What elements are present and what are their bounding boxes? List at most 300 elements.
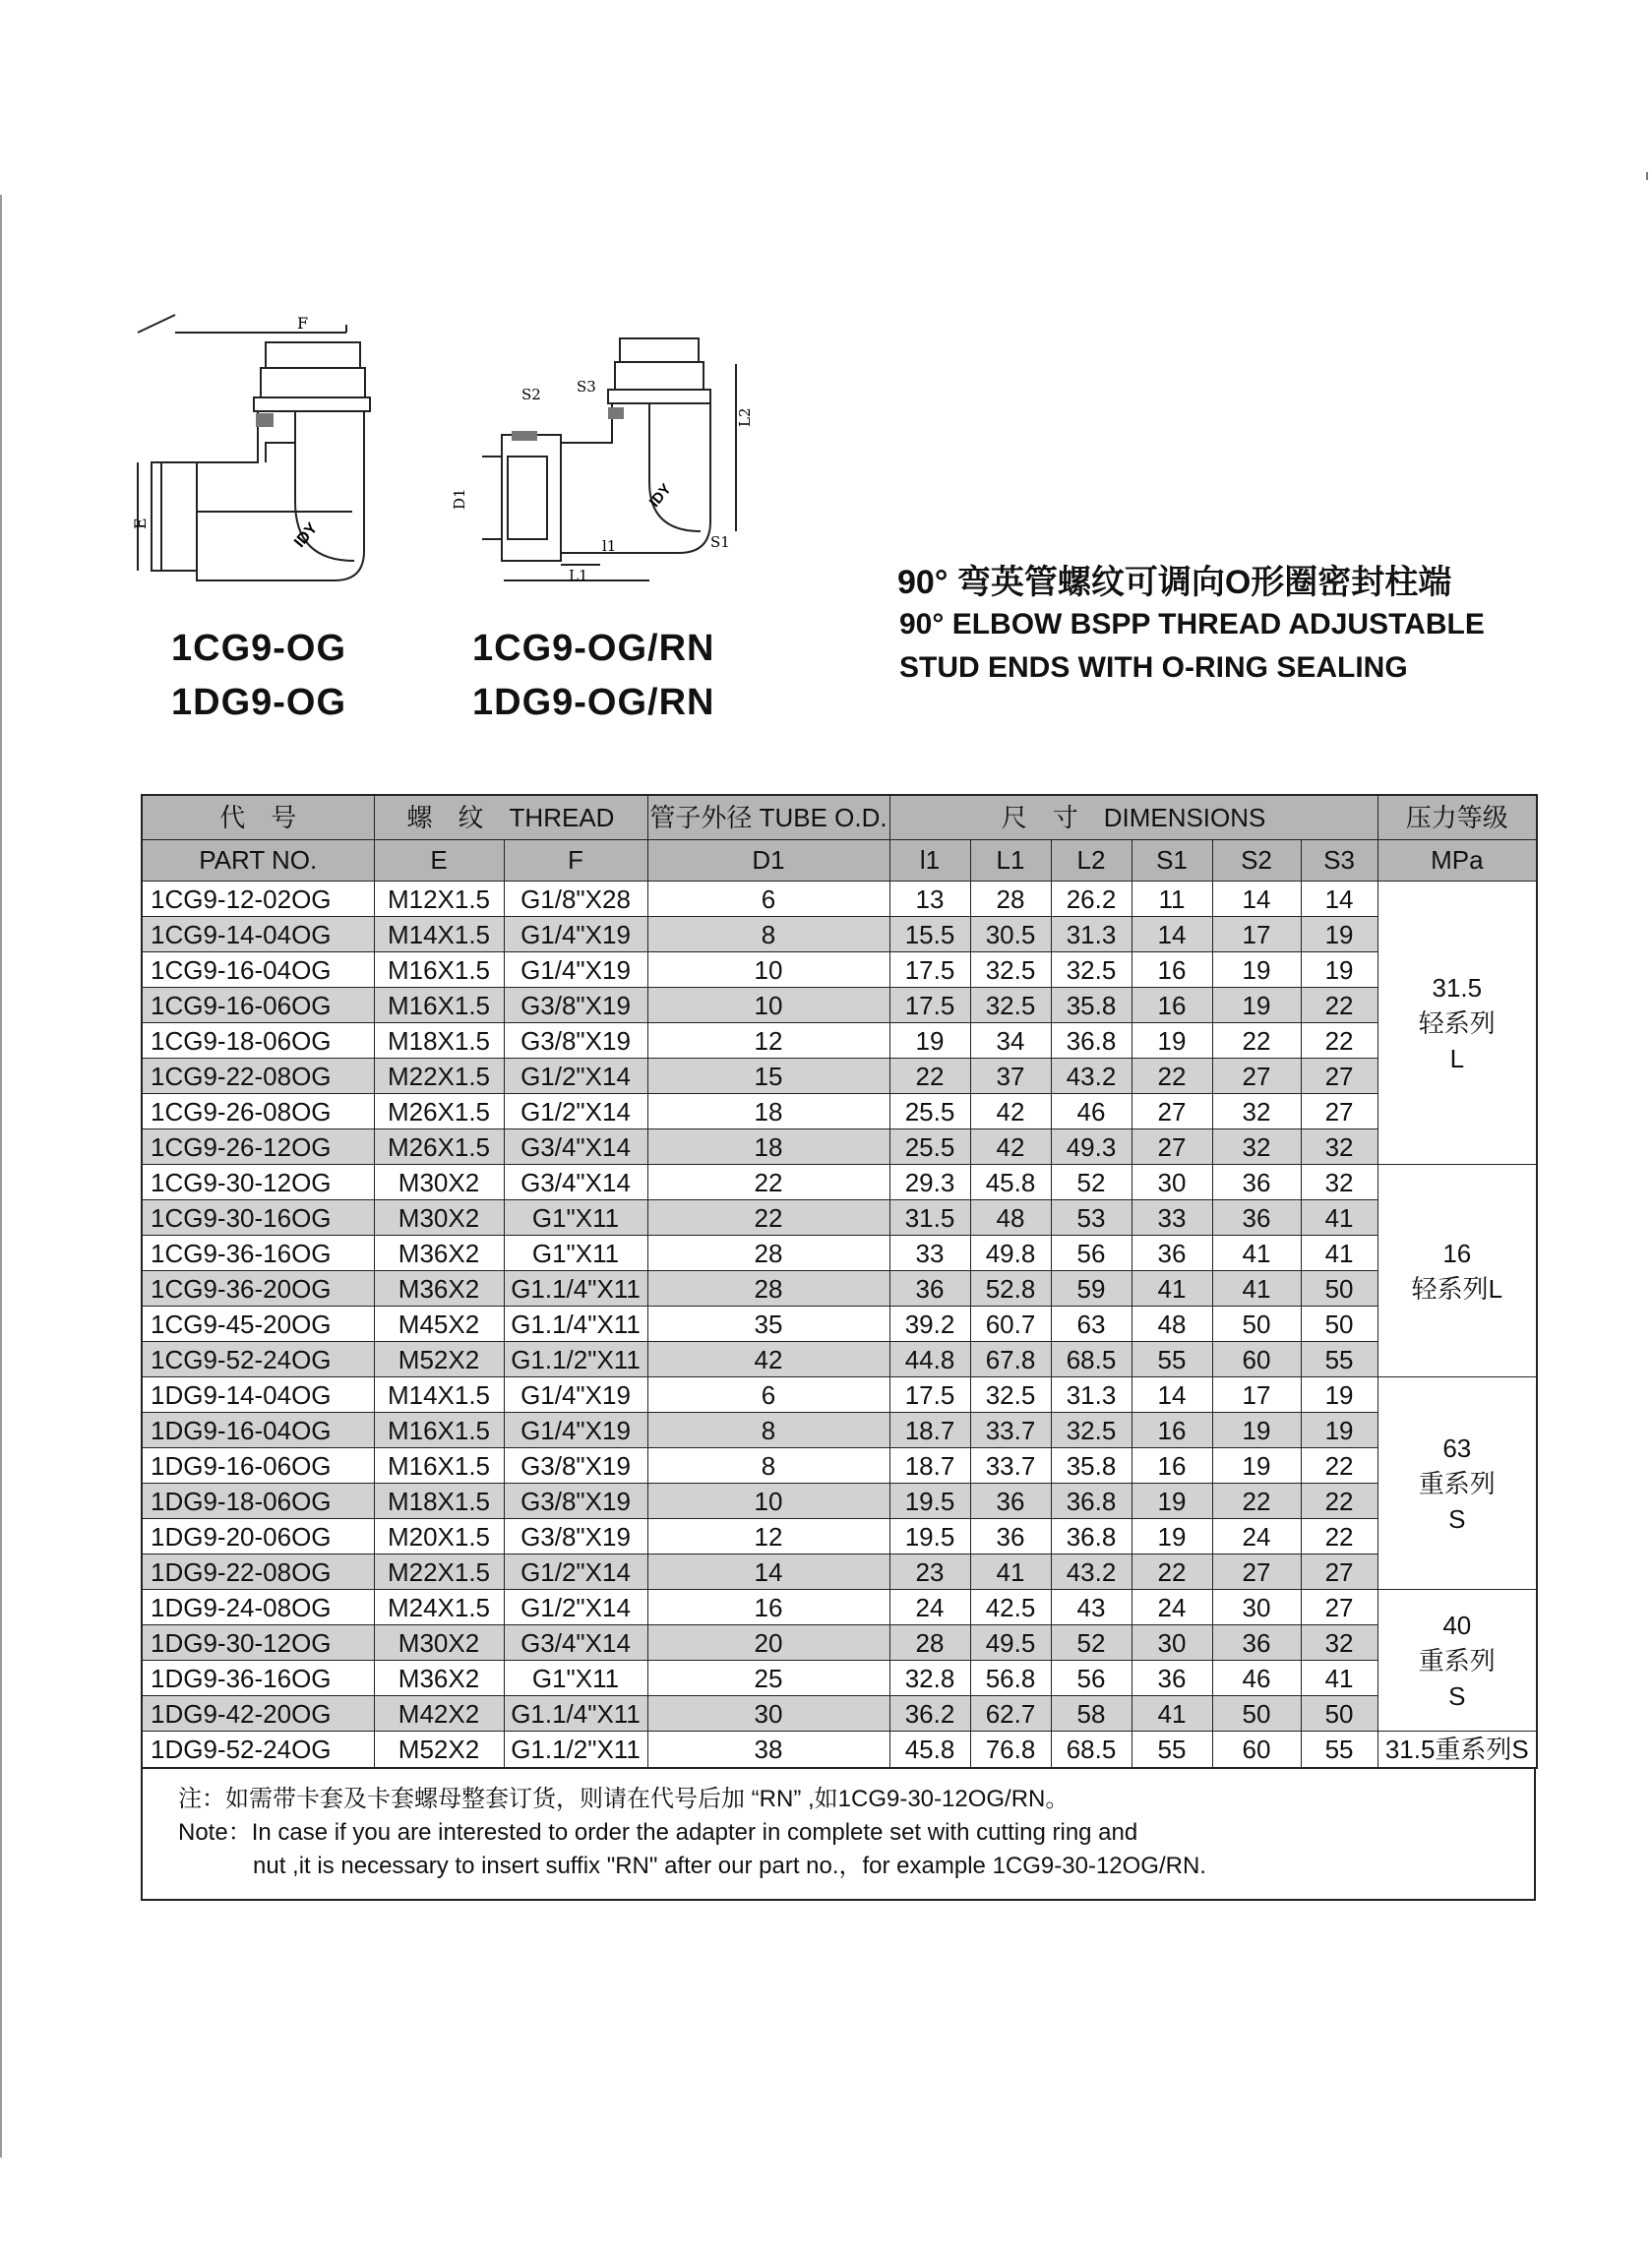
table-cell: 33.7 (970, 1413, 1051, 1448)
table-row (142, 1342, 1537, 1377)
table-row (142, 1625, 1537, 1661)
table-cell: 41 (1212, 1236, 1301, 1271)
table-cell: 11 (1132, 882, 1212, 917)
pressure-class-cell (1377, 882, 1537, 1165)
table-cell: 50 (1301, 1696, 1377, 1732)
table-cell: 14 (1301, 882, 1377, 917)
table-cell: M26X1.5 (374, 1129, 504, 1165)
brand-mark: IDY (291, 519, 322, 551)
table-cell: 43.2 (1051, 1554, 1132, 1590)
table-cell: 1DG9-16-06OG (142, 1448, 374, 1484)
table-cell: M16X1.5 (374, 952, 504, 988)
table-cell: M16X1.5 (374, 1413, 504, 1448)
table-row (142, 1484, 1537, 1519)
table-cell: 1DG9-16-04OG (142, 1413, 374, 1448)
pressure-class-cell (1377, 1165, 1537, 1377)
table-cell: 36 (1212, 1165, 1301, 1200)
table-row (142, 1554, 1537, 1590)
table-cell: M22X1.5 (374, 1059, 504, 1094)
table-cell: M30X2 (374, 1200, 504, 1236)
table-cell: 22 (1132, 1554, 1212, 1590)
table-cell: 34 (970, 1023, 1051, 1059)
table-cell: 36.8 (1051, 1023, 1132, 1059)
table-cell: G1.1/4"X11 (504, 1307, 647, 1342)
model-code: 1DG9-OG (171, 682, 347, 723)
table-cell: G1.1/4"X11 (504, 1696, 647, 1732)
table-cell: 27 (1212, 1059, 1301, 1094)
table-cell: 67.8 (970, 1342, 1051, 1377)
table-cell: 19 (1132, 1484, 1212, 1519)
pressure-class-line: 31.5 (1432, 972, 1483, 1003)
table-row (142, 1271, 1537, 1307)
table-cell: G1.1/2"X11 (504, 1732, 647, 1769)
table-cell: 76.8 (970, 1732, 1051, 1769)
label-s2: S2 (521, 386, 541, 403)
table-cell: 1CG9-26-12OG (142, 1129, 374, 1165)
table-cell: 1CG9-18-06OG (142, 1023, 374, 1059)
table-cell: 36 (970, 1519, 1051, 1554)
table-cell: 30 (1132, 1625, 1212, 1661)
table-row (142, 882, 1537, 917)
table-cell: 1CG9-16-04OG (142, 952, 374, 988)
table-cell: 30 (647, 1696, 889, 1732)
table-cell: 1CG9-30-16OG (142, 1200, 374, 1236)
table-row (142, 1661, 1537, 1696)
table-cell: G1/4"X19 (504, 1377, 647, 1413)
table-cell: 24 (1212, 1519, 1301, 1554)
table-cell: 50 (1212, 1696, 1301, 1732)
table-cell: 1CG9-36-20OG (142, 1271, 374, 1307)
table-cell: 49.5 (970, 1625, 1051, 1661)
table-cell: 22 (1212, 1484, 1301, 1519)
table-row (142, 1129, 1537, 1165)
table-cell: 1CG9-36-16OG (142, 1236, 374, 1271)
table-cell: G3/8"X19 (504, 1519, 647, 1554)
table-cell: 1DG9-24-08OG (142, 1590, 374, 1625)
table-cell: 32.5 (970, 988, 1051, 1023)
table-cell: M45X2 (374, 1307, 504, 1342)
table-cell: 25.5 (889, 1094, 970, 1129)
table-cell: 1DG9-22-08OG (142, 1554, 374, 1590)
table-cell: 36 (1132, 1661, 1212, 1696)
table-row (142, 1448, 1537, 1484)
model-code: 1DG9-OG/RN (472, 682, 715, 723)
table-cell: 10 (647, 1484, 889, 1519)
table-cell: 1DG9-30-12OG (142, 1625, 374, 1661)
table-cell: 17.5 (889, 1377, 970, 1413)
table-cell: 36.8 (1051, 1519, 1132, 1554)
table-cell: 52 (1051, 1625, 1132, 1661)
page-edge-line (0, 195, 2, 2158)
table-cell: 16 (1132, 952, 1212, 988)
table-cell: 53 (1051, 1200, 1132, 1236)
table-body (142, 882, 1537, 1769)
table-cell: 19 (1301, 917, 1377, 952)
table-cell: 1DG9-52-24OG (142, 1732, 374, 1769)
header-l2: L2 (1051, 840, 1132, 882)
table-cell: M52X2 (374, 1342, 504, 1377)
table-cell: 6 (647, 882, 889, 917)
table-cell: 32.5 (1051, 1413, 1132, 1448)
table-cell: 14 (1132, 1377, 1212, 1413)
pressure-class-line: 轻系列 (1418, 1007, 1496, 1038)
table-cell: 1CG9-45-20OG (142, 1307, 374, 1342)
label-s3: S3 (577, 378, 596, 396)
table-cell: 8 (647, 1448, 889, 1484)
table-cell: 45.8 (889, 1732, 970, 1769)
table-cell: 28 (970, 882, 1051, 917)
table-cell: 60.7 (970, 1307, 1051, 1342)
table-cell: 43.2 (1051, 1059, 1132, 1094)
table-row (142, 1094, 1537, 1129)
table-row (142, 988, 1537, 1023)
table-cell: 56 (1051, 1661, 1132, 1696)
table-cell: 68.5 (1051, 1342, 1132, 1377)
table-cell: G1/2"X14 (504, 1094, 647, 1129)
table-cell: G1/8"X28 (504, 882, 647, 917)
table-cell: 28 (889, 1625, 970, 1661)
title-english-line1: 90° ELBOW BSPP THREAD ADJUSTABLE (899, 608, 1485, 640)
table-cell: 1CG9-30-12OG (142, 1165, 374, 1200)
table-cell: M16X1.5 (374, 988, 504, 1023)
table-cell: 12 (647, 1023, 889, 1059)
table-cell: 41 (1132, 1696, 1212, 1732)
pressure-class-line: L (1449, 1043, 1465, 1073)
note-label: Note： (178, 1819, 252, 1846)
table-cell: 30 (1212, 1590, 1301, 1625)
table-cell: 37 (970, 1059, 1051, 1094)
table-row (142, 1590, 1537, 1625)
table-cell: G1.1/2"X11 (504, 1342, 647, 1377)
table-cell: 22 (1132, 1059, 1212, 1094)
pressure-class-line: S (1448, 1680, 1466, 1711)
table-cell: 60 (1212, 1732, 1301, 1769)
header-mpa: MPa (1377, 840, 1537, 882)
table-cell: 62.7 (970, 1696, 1051, 1732)
table-cell: 52.8 (970, 1271, 1051, 1307)
table-cell: 22 (1301, 1023, 1377, 1059)
table-cell: 50 (1301, 1271, 1377, 1307)
table-cell: 36 (1212, 1200, 1301, 1236)
table-cell: M18X1.5 (374, 1484, 504, 1519)
table-row (142, 1377, 1537, 1413)
table-cell: 20 (647, 1625, 889, 1661)
table-row (142, 1307, 1537, 1342)
table-cell: 41 (1301, 1200, 1377, 1236)
pressure-class-cell (1377, 1590, 1537, 1732)
table-cell: 27 (1132, 1094, 1212, 1129)
table-cell: 19.5 (889, 1519, 970, 1554)
table-cell: G1"X11 (504, 1200, 647, 1236)
table-cell: 35.8 (1051, 988, 1132, 1023)
table-cell: 42.5 (970, 1590, 1051, 1625)
table-cell: 55 (1301, 1342, 1377, 1377)
header-pressure: 压力等级 (1377, 795, 1537, 840)
table-cell: M52X2 (374, 1732, 504, 1769)
table-cell: 6 (647, 1377, 889, 1413)
table-cell: G1/4"X19 (504, 917, 647, 952)
note-english-line1: In case if you are interested to order the adapter in complete set with cutting ring and (251, 1819, 1138, 1846)
table-cell: 30 (1132, 1165, 1212, 1200)
table-cell: 55 (1132, 1732, 1212, 1769)
label-d1: D1 (451, 488, 468, 510)
table-cell: 24 (1132, 1590, 1212, 1625)
table-cell: G3/8"X19 (504, 1023, 647, 1059)
table-cell: 44.8 (889, 1342, 970, 1377)
table-row (142, 1236, 1537, 1271)
table-cell: 27 (1212, 1554, 1301, 1590)
table-cell: 35.8 (1051, 1448, 1132, 1484)
table-cell: 56 (1051, 1236, 1132, 1271)
table-cell: 45.8 (970, 1165, 1051, 1200)
table-cell: M16X1.5 (374, 1448, 504, 1484)
table-cell: 19 (889, 1023, 970, 1059)
table-cell: 33 (889, 1236, 970, 1271)
table-cell: G3/4"X14 (504, 1625, 647, 1661)
pressure-class-line: 31.5重系列S (1384, 1735, 1529, 1764)
table-cell: 60 (1212, 1342, 1301, 1377)
table-cell: 26.2 (1051, 882, 1132, 917)
table-cell: 19 (1132, 1023, 1212, 1059)
table-cell: 17 (1212, 917, 1301, 952)
table-cell: 27 (1301, 1059, 1377, 1094)
table-cell: 15.5 (889, 917, 970, 952)
table-cell: G1/4"X19 (504, 952, 647, 988)
table-cell: 19 (1212, 952, 1301, 988)
table-cell: M20X1.5 (374, 1519, 504, 1554)
table-cell: 13 (889, 882, 970, 917)
label-l2: L2 (736, 407, 754, 427)
table-cell: G1"X11 (504, 1661, 647, 1696)
label-e: E (131, 518, 150, 529)
title-chinese: 90° 弯英管螺纹可调向O形圈密封柱端 (897, 564, 1452, 601)
table-cell: 33.7 (970, 1448, 1051, 1484)
pressure-class-line: 重系列 (1418, 1645, 1496, 1676)
table-cell: 49.8 (970, 1236, 1051, 1271)
table-cell: M12X1.5 (374, 882, 504, 917)
table-cell: 52 (1051, 1165, 1132, 1200)
table-cell: 31.5 (889, 1200, 970, 1236)
label-f: F (297, 314, 309, 333)
table-cell: 38 (647, 1732, 889, 1769)
table-cell: 1DG9-36-16OG (142, 1661, 374, 1696)
table-cell: 30.5 (970, 917, 1051, 952)
table-cell: G1/2"X14 (504, 1059, 647, 1094)
table-cell: 55 (1132, 1342, 1212, 1377)
table-row (142, 1023, 1537, 1059)
note-english-line2: nut ,it is necessary to insert suffix "RN" after our part no.，for example 1CG9-30-12OG/RN. (253, 1853, 1206, 1879)
table-cell: 24 (889, 1590, 970, 1625)
table-cell: 48 (970, 1200, 1051, 1236)
pressure-class-cell (1377, 1732, 1537, 1769)
table-cell: 19 (1301, 1377, 1377, 1413)
pressure-class-line: 16 (1442, 1238, 1472, 1268)
table-cell: G1"X11 (504, 1236, 647, 1271)
table-cell: M24X1.5 (374, 1590, 504, 1625)
table-row (142, 917, 1537, 952)
table-cell: 1CG9-12-02OG (142, 882, 374, 917)
table-cell: 19 (1212, 988, 1301, 1023)
table-cell: 1DG9-42-20OG (142, 1696, 374, 1732)
table-row (142, 1165, 1537, 1200)
table-cell: 19 (1301, 952, 1377, 988)
fitting-drawing-og-rn (443, 325, 758, 600)
table-cell: 41 (1212, 1271, 1301, 1307)
header-dimensions: 尺 寸 DIMENSIONS (889, 795, 1377, 840)
header-s1: S1 (1132, 840, 1212, 882)
table-cell: 8 (647, 1413, 889, 1448)
page-edge-mark (1646, 172, 1648, 180)
pressure-class-cell (1377, 1377, 1537, 1590)
table-cell: 22 (1301, 1448, 1377, 1484)
table-cell: 18.7 (889, 1448, 970, 1484)
table-cell: 31.3 (1051, 917, 1132, 952)
table-cell: 36 (889, 1271, 970, 1307)
header-s2: S2 (1212, 840, 1301, 882)
table-cell: 32 (1301, 1129, 1377, 1165)
table-cell: 19 (1212, 1413, 1301, 1448)
table-cell: M36X2 (374, 1236, 504, 1271)
table-cell: 18 (647, 1129, 889, 1165)
table-cell: M22X1.5 (374, 1554, 504, 1590)
header-f: F (504, 840, 647, 882)
table-cell: 22 (647, 1165, 889, 1200)
table-cell: 39.2 (889, 1307, 970, 1342)
table-cell: 22 (1301, 988, 1377, 1023)
model-code: 1CG9-OG/RN (472, 628, 715, 669)
table-cell: M36X2 (374, 1661, 504, 1696)
table-cell: G1/2"X14 (504, 1554, 647, 1590)
table-cell: 1DG9-14-04OG (142, 1377, 374, 1413)
table-cell: 19 (1212, 1448, 1301, 1484)
brand-mark: IDY (645, 480, 675, 511)
table-cell: G3/4"X14 (504, 1165, 647, 1200)
table-cell: 15 (647, 1059, 889, 1094)
table-cell: 12 (647, 1519, 889, 1554)
label-s1: S1 (710, 533, 730, 551)
table-cell: 32 (1212, 1094, 1301, 1129)
header-s3: S3 (1301, 840, 1377, 882)
table-cell: G1.1/4"X11 (504, 1271, 647, 1307)
table-cell: 46 (1212, 1661, 1301, 1696)
table-cell: 32.5 (970, 1377, 1051, 1413)
table-cell: 32 (1301, 1165, 1377, 1200)
table-cell: 17.5 (889, 988, 970, 1023)
table-cell: 18.7 (889, 1413, 970, 1448)
table-cell: 46 (1051, 1094, 1132, 1129)
table-row (142, 1519, 1537, 1554)
label-l1: L1 (569, 567, 588, 584)
header-d1: D1 (647, 840, 889, 882)
table-cell: 59 (1051, 1271, 1132, 1307)
fitting-drawing-og (131, 314, 374, 600)
header-l1: L1 (970, 840, 1051, 882)
table-row (142, 1200, 1537, 1236)
table-cell: 32.8 (889, 1661, 970, 1696)
table-cell: M26X1.5 (374, 1094, 504, 1129)
table-cell: M36X2 (374, 1271, 504, 1307)
table-cell: 1DG9-20-06OG (142, 1519, 374, 1554)
table-cell: G3/8"X19 (504, 1484, 647, 1519)
table-row (142, 1059, 1537, 1094)
table-row (142, 1732, 1537, 1769)
table-cell: 27 (1301, 1094, 1377, 1129)
table-cell: 50 (1212, 1307, 1301, 1342)
header-l1-small: l1 (889, 840, 970, 882)
label-l1-small: l1 (602, 537, 617, 555)
table-cell: 25 (647, 1661, 889, 1696)
pressure-class-line: 63 (1442, 1432, 1472, 1463)
table-cell: G3/8"X19 (504, 988, 647, 1023)
table-cell: 36.8 (1051, 1484, 1132, 1519)
table-cell: M14X1.5 (374, 917, 504, 952)
table-cell: 18 (647, 1094, 889, 1129)
table-cell: 1DG9-18-06OG (142, 1484, 374, 1519)
table-cell: 16 (1132, 988, 1212, 1023)
order-note (141, 1769, 1536, 1901)
table-cell: M18X1.5 (374, 1023, 504, 1059)
table-cell: 36 (1132, 1236, 1212, 1271)
table-cell: 17.5 (889, 952, 970, 988)
table-cell: 56.8 (970, 1661, 1051, 1696)
table-cell: 22 (1212, 1023, 1301, 1059)
table-cell: M30X2 (374, 1625, 504, 1661)
table-cell: 14 (1212, 882, 1301, 917)
table-cell: 10 (647, 952, 889, 988)
table-cell: 1CG9-26-08OG (142, 1094, 374, 1129)
table-cell: 22 (1301, 1484, 1377, 1519)
table-row (142, 1696, 1537, 1732)
table-cell: 32.5 (1051, 952, 1132, 988)
table-cell: G3/8"X19 (504, 1448, 647, 1484)
table-cell: 36 (970, 1484, 1051, 1519)
table-cell: 28 (647, 1236, 889, 1271)
table-cell: 63 (1051, 1307, 1132, 1342)
table-cell: 50 (1301, 1307, 1377, 1342)
table-cell: 19.5 (889, 1484, 970, 1519)
table-cell: 58 (1051, 1696, 1132, 1732)
table-cell: 1CG9-22-08OG (142, 1059, 374, 1094)
table-cell: 16 (1132, 1413, 1212, 1448)
table-cell: 22 (1301, 1519, 1377, 1554)
pressure-class-line: 40 (1442, 1610, 1472, 1640)
table-cell: 41 (1132, 1271, 1212, 1307)
dimension-table (141, 794, 1536, 1901)
table-cell: 1CG9-52-24OG (142, 1342, 374, 1377)
table-cell: M42X2 (374, 1696, 504, 1732)
header-e: E (374, 840, 504, 882)
table-cell: 41 (1301, 1661, 1377, 1696)
table-cell: 42 (970, 1129, 1051, 1165)
header-part-no: PART NO. (142, 840, 374, 882)
table-cell: 32 (1212, 1129, 1301, 1165)
table-cell: 25.5 (889, 1129, 970, 1165)
table-cell: 1CG9-14-04OG (142, 917, 374, 952)
table-cell: 55 (1301, 1732, 1377, 1769)
table-row (142, 952, 1537, 988)
table-cell: 32 (1301, 1625, 1377, 1661)
table-cell: G1/4"X19 (504, 1413, 647, 1448)
header-tube-od: 管子外径 TUBE O.D. (647, 795, 889, 840)
pressure-class-line: 重系列 (1418, 1468, 1496, 1498)
table-cell: 41 (970, 1554, 1051, 1590)
table-cell: 28 (647, 1271, 889, 1307)
table-cell: 19 (1132, 1519, 1212, 1554)
pressure-class-line: S (1448, 1503, 1466, 1534)
table-cell: 22 (647, 1200, 889, 1236)
table-cell: 23 (889, 1554, 970, 1590)
table-cell: M14X1.5 (374, 1377, 504, 1413)
